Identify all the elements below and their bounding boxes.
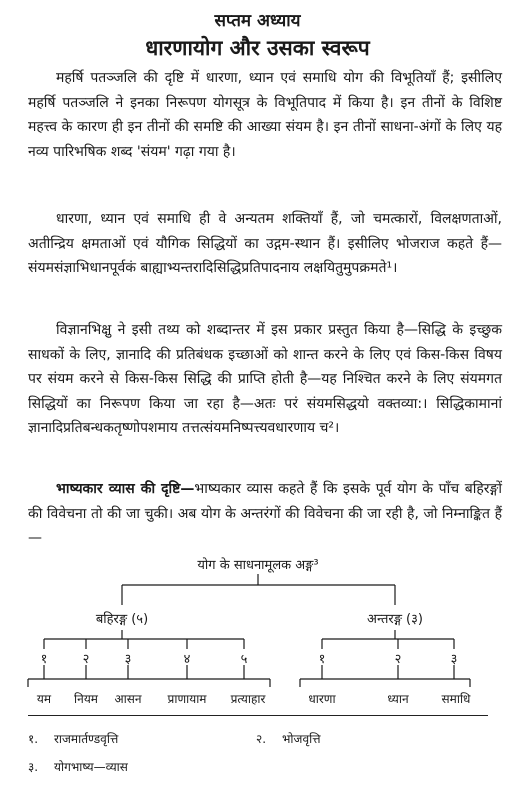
footnote-2-text: भोजवृत्ति: [282, 732, 321, 746]
leaf-yama: यम: [36, 692, 52, 706]
leaf-pratyahara: प्रत्याहार: [230, 692, 266, 706]
left-number: १: [40, 652, 48, 667]
paragraph-3: विज्ञानभिक्षु ने इसी तथ्य को शब्दान्तर में इस प्रकार प्रस्तुत किया है—सिद्धि के इच्छुक साधकों के लिए, ज्ञानादि की प्रतिबंधक इच्छाओं को शान्त करने के लिए एवं किस-किस विषय पर संयम करने से किस-किस सिद्धि की प्राप्ति होती है—यह निश्चित करने के लिए संयमगत सिद्धियों का निरूपण किया जा रहा है—अतः परं संयमसिद्धयो वक्तव्या:। सिद्धिकामानां ज्ञानादिप्रतिबन्धकतृष्णोपशमाय तत्तत्संयमनिष्पत्त्यवधारणाय च²।: [28, 322, 502, 436]
footnote-divider: [28, 715, 488, 716]
footnote-3-number: ३.: [28, 760, 39, 774]
paragraph-2: धारणा, ध्यान एवं समाधि ही वे अन्यतम शक्तियाँ हैं, जो चमत्कारों, विलक्षणताओं, अतीन्द्रिय क्षमताओं एवं यौगिक सिद्धियों का उद्गम-स्थान हैं। इसीलिए भोजराज कहते हैं—संयमसंज्ञाभिधानपूर्वकं बाह्याभ्यन्तरादिसिद्धिप्रतिपादनाय लक्षयितुमुपक्रमते¹।: [28, 211, 502, 276]
footnote-1-number: १.: [28, 732, 39, 746]
left-number: ५: [240, 652, 248, 667]
paragraph-4-body: भाष्यकार व्यास कहते हैं कि इसके पूर्व योग के पाँच बहिरङ्गों की विवेचना तो की जा चुकी। अब योग के अन्तरंगों की विवेचना की जा रही है, जो निम्नाङ्कित हैं—: [28, 481, 502, 546]
right-number: २: [394, 652, 402, 667]
yoga-limbs-tree: [0, 555, 515, 715]
footnote-2: [256, 730, 321, 747]
leaf-niyama: नियम: [74, 692, 98, 706]
footnote-1-text: राजमार्तण्डवृत्ति: [54, 732, 119, 746]
left-number: २: [82, 652, 90, 667]
leaf-asana: आसन: [114, 692, 142, 706]
leaf-dharana: धारणा: [308, 692, 336, 706]
chapter-title: धारणायोग और उसका स्वरूप: [145, 36, 370, 60]
tree-connectors: [28, 574, 470, 687]
paragraph-4-lead: भाष्यकार व्यास की दृष्टि—: [56, 481, 195, 497]
paragraph-1: महर्षि पतञ्जलि की दृष्टि में धारणा, ध्यान एवं समाधि योग की विभूतियाँ हैं; इसीलिए महर्षि पतञ्जलि ने इनका निरूपण योगसूत्र के विभूतिपाद में किया है। इन तीनों के विशिष्ट महत्त्व के कारण ही इन तीनों की समष्टि की आख्या संयम है। इन तीनों साधना-अंगों के लिए यह नव्य पारिभषिक शब्द 'संयम' गढ़ा गया है।: [28, 70, 502, 160]
footnote-3: [28, 758, 128, 775]
leaf-dhyana: ध्यान: [387, 692, 409, 706]
right-number: १: [318, 652, 326, 667]
footnote-2-number: २.: [256, 732, 267, 746]
leaf-pranayama: प्राणायाम: [167, 692, 207, 706]
left-number: ४: [183, 652, 191, 667]
footnote-3-text: योगभाष्य—व्यास: [54, 760, 128, 774]
tree-right-branch: अन्तरङ्ग (३): [367, 612, 423, 627]
leaf-samadhi: समाधि: [441, 692, 471, 706]
left-number: ३: [124, 652, 132, 667]
paragraph-4: [28, 477, 502, 551]
tree-root: योग के साधनामूलक अङ्ग³: [197, 558, 319, 573]
tree-left-branch: बहिरङ्ग (५): [95, 612, 149, 627]
right-number: ३: [450, 652, 458, 667]
footnote-1: [28, 730, 118, 747]
chapter-label: सप्तम अध्याय: [214, 11, 301, 31]
